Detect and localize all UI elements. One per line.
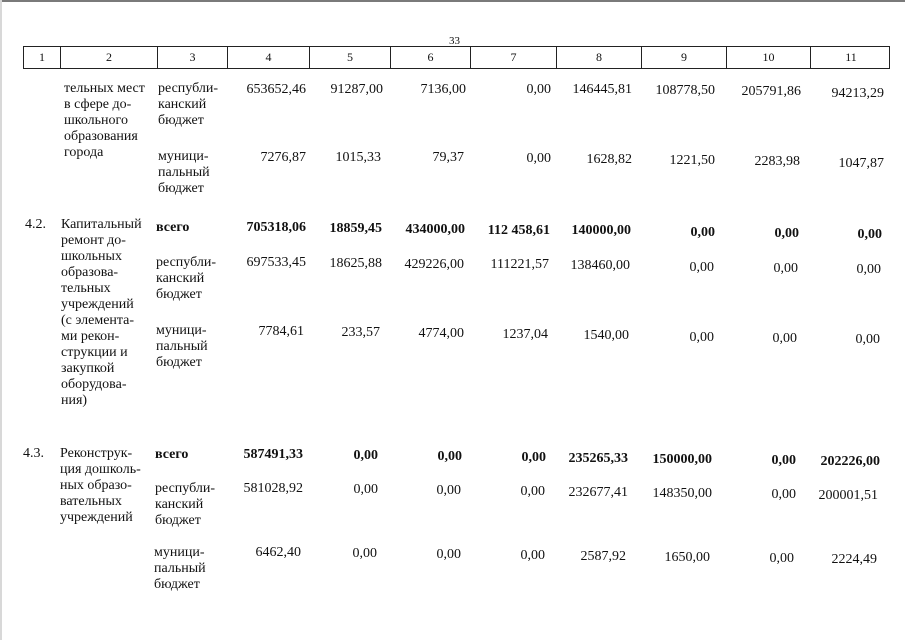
value-cell: 0,00 xyxy=(526,151,551,166)
value-cell: 205791,86 xyxy=(741,84,801,99)
value-cell: 150000,00 xyxy=(652,452,712,467)
value-cell: 138460,00 xyxy=(570,258,630,273)
value-cell: 1540,00 xyxy=(583,328,629,343)
value-cell: 697533,45 xyxy=(246,255,306,270)
value-cell: 202226,00 xyxy=(820,454,880,469)
funding-source-cell: всего xyxy=(155,447,189,462)
funding-source-cell: муници- пальный бюджет xyxy=(156,323,208,370)
value-cell: 0,00 xyxy=(690,225,715,240)
row-number: 4.3. xyxy=(23,446,44,461)
value-cell: 146445,81 xyxy=(572,82,632,97)
value-cell: 429226,00 xyxy=(404,257,464,272)
column-header-1: 1 xyxy=(24,47,61,68)
column-header-5: 5 xyxy=(310,47,391,68)
value-cell: 653652,46 xyxy=(246,82,306,97)
value-cell: 1237,04 xyxy=(502,327,548,342)
value-cell: 581028,92 xyxy=(243,481,303,496)
value-cell: 7276,87 xyxy=(260,150,306,165)
value-cell: 4774,00 xyxy=(418,326,464,341)
value-cell: 1047,87 xyxy=(838,156,884,171)
value-cell: 0,00 xyxy=(521,450,546,465)
value-cell: 0,00 xyxy=(689,330,714,345)
funding-source-cell: республи- канский бюджет xyxy=(155,481,215,528)
value-cell: 94213,29 xyxy=(831,86,884,101)
value-cell: 0,00 xyxy=(353,482,378,497)
value-cell: 235265,33 xyxy=(568,451,628,466)
column-header-3: 3 xyxy=(158,47,228,68)
value-cell: 0,00 xyxy=(855,332,880,347)
item-name-cell: тельных мест в сфере до- школьного образования города xyxy=(64,81,145,160)
column-header-2: 2 xyxy=(61,47,158,68)
value-cell: 0,00 xyxy=(353,448,378,463)
value-cell: 2283,98 xyxy=(754,154,800,169)
column-header-11: 11 xyxy=(845,50,857,64)
column-header-7: 7 xyxy=(471,47,557,68)
item-name-cell: Реконструк- ция дошколь- ных образо- вательных учреждений xyxy=(60,446,141,525)
value-cell: 434000,00 xyxy=(405,222,465,237)
value-cell: 0,00 xyxy=(769,551,794,566)
column-header-9: 9 xyxy=(642,47,727,68)
value-cell: 0,00 xyxy=(436,547,461,562)
value-cell: 0,00 xyxy=(520,548,545,563)
value-cell: 91287,00 xyxy=(330,82,383,97)
value-cell: 233,57 xyxy=(341,325,380,340)
funding-source-cell: республи- канский бюджет xyxy=(156,255,216,302)
funding-source-cell: муници- пальный бюджет xyxy=(154,545,206,592)
value-cell: 0,00 xyxy=(352,546,377,561)
value-cell: 140000,00 xyxy=(571,223,631,238)
column-header-row xyxy=(23,46,890,69)
value-cell: 112 458,61 xyxy=(487,223,550,238)
row-number: 4.2. xyxy=(25,217,46,232)
value-cell: 1650,00 xyxy=(664,550,710,565)
value-cell: 2587,92 xyxy=(580,549,626,564)
value-cell: 111221,57 xyxy=(490,257,549,272)
value-cell: 705318,06 xyxy=(246,220,306,235)
value-cell: 18625,88 xyxy=(329,256,382,271)
value-cell: 0,00 xyxy=(772,331,797,346)
value-cell: 148350,00 xyxy=(652,486,712,501)
column-header-10: 10 xyxy=(727,47,811,68)
item-name-cell: Капитальный ремонт до- школьных образова- тельных учреждений (с элемента- ми рекон- струкции и закупкой оборудова- ния) xyxy=(61,217,142,408)
scan-left-edge xyxy=(0,0,2,640)
value-cell: 0,00 xyxy=(856,262,881,277)
value-cell: 1628,82 xyxy=(586,152,632,167)
value-cell: 1221,50 xyxy=(669,153,715,168)
value-cell: 6462,40 xyxy=(255,545,301,560)
value-cell: 0,00 xyxy=(520,484,545,499)
value-cell: 0,00 xyxy=(689,260,714,275)
funding-source-cell: всего xyxy=(156,220,190,235)
column-header-8: 8 xyxy=(557,47,642,68)
value-cell: 79,37 xyxy=(432,150,464,165)
value-cell: 108778,50 xyxy=(655,83,715,98)
value-cell: 18859,45 xyxy=(329,221,382,236)
value-cell: 232677,41 xyxy=(568,485,628,500)
value-cell: 2224,49 xyxy=(831,552,877,567)
value-cell: 0,00 xyxy=(857,227,882,242)
value-cell: 0,00 xyxy=(436,483,461,498)
value-cell: 1015,33 xyxy=(335,150,381,165)
column-header-6: 6 xyxy=(391,47,471,68)
column-header-4: 4 xyxy=(228,47,310,68)
funding-source-cell: муници- пальный бюджет xyxy=(158,149,210,196)
value-cell: 0,00 xyxy=(771,487,796,502)
funding-source-cell: республи- канский бюджет xyxy=(158,81,218,128)
value-cell: 0,00 xyxy=(774,226,799,241)
value-cell: 7784,61 xyxy=(258,324,304,339)
value-cell: 7136,00 xyxy=(420,82,466,97)
value-cell: 0,00 xyxy=(526,82,551,97)
value-cell: 0,00 xyxy=(437,449,462,464)
page-number: 33 xyxy=(449,35,460,47)
value-cell: 0,00 xyxy=(771,453,796,468)
value-cell: 200001,51 xyxy=(818,488,878,503)
scan-top-edge xyxy=(0,0,905,2)
value-cell: 587491,33 xyxy=(243,447,303,462)
value-cell: 0,00 xyxy=(773,261,798,276)
